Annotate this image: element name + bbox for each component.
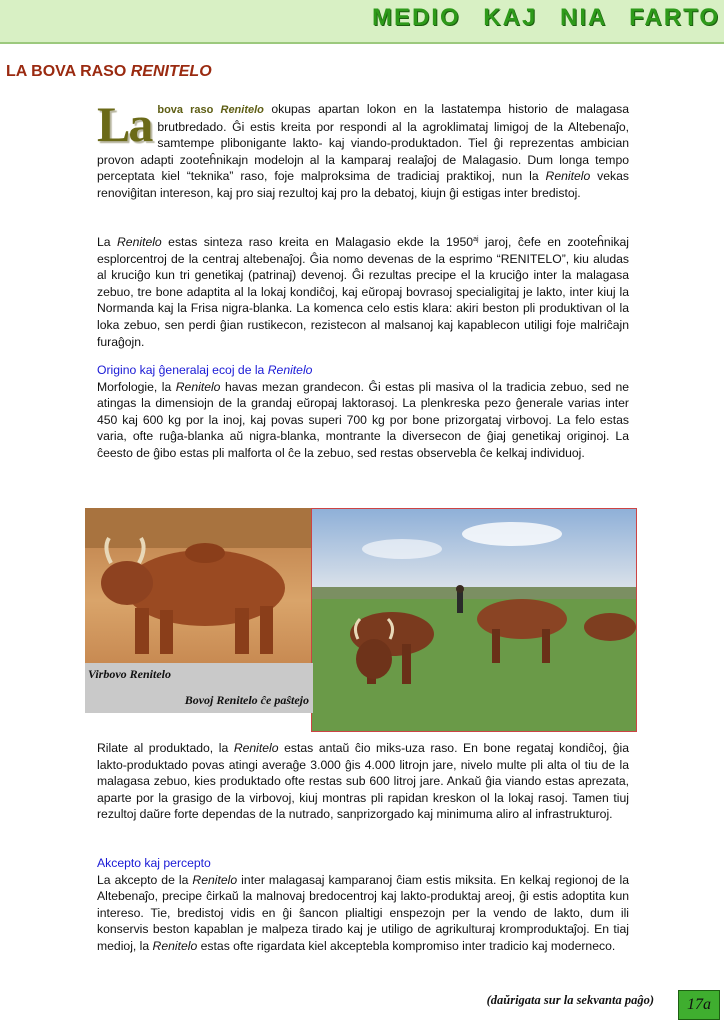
s3-b: inter malagasaj kamparanoj ĉiam estis miksita. En kelkaj regionoj de la Altebenaĵo, precipe ĉirkaŭ la malnovaj bredocentroj kaj lakto-produktaj areoj, ĝi estis adoptita kun intereso. Tie, bredistoj vidis en ĝi ŝancon plialtigi enspezojn per la vendo de lakto, dum ili konservis beston kapablan je malpeza tirado kaj je utiligo de agrikulturaj kromproduktaĵoj. En tiaj medioj, la — [97, 872, 629, 953]
s1-heading-a: Origino kaj ĝeneralaj ecoj de la — [97, 363, 268, 377]
paragraph-origin — [97, 232, 629, 350]
s1-b: havas mezan grandecon. Ĝi estas pli masiva ol la tradicia zebuo, sed ne atingas la dimensiojn de la grandaj eŭropaj laktorasoj. La plenkreska pezo ĝenerale varias inter 450 kaj 600 kg por la inoj, kaj povas superi 700 kg por bone prizorgataj virbovoj. La felo estas varia, ofte ruĝa-blanka aŭ nigra-blanka, montrante la diversecon de ĝiaj genetikaj originoj. La ĉeesto de ĝibo estas pli malforta ol ĉe la zebuo, sed restas observebla ĉe kelkaj individuoj. — [97, 379, 630, 460]
s3-italic-1: Renitelo — [192, 872, 238, 887]
subheading-origin — [97, 362, 629, 379]
continued-note: (daŭrigata sur la sekvanta paĝo) — [486, 993, 654, 1007]
p2-italic: Renitelo — [117, 235, 162, 250]
lead-in — [157, 104, 264, 116]
section-acceptance — [97, 855, 629, 955]
p2-c: jaroj, ĉefe en zooteĥnikaj esplorcentroj de la centraj altebenaĵoj. Ĝia nomo devenas de la esprimo “RENITELO”, kiu aludas al kruciĝo kun tri genetikaj (patrinaj) devenoj. Ĝi rezultas precipe el la kruciĝo inter la malagasa zebuo, tre bone adaptita al la lokaj kondiĉoj, kaj eŭropaj bovrasoj specialigitaj je lakto, inter kiuj la Normanda kaj la Frisa nigra-blanka. La komenca celo estis klara: akiri beston pli produktivan ol la loka zebuo, sen perdi ĝian rustikecon, rezistecon al malsanoj kaj kapablecon utiligi foje malriĉajn furaĝojn. — [97, 235, 629, 349]
header-band — [0, 0, 724, 44]
lead-in-a: bova raso — [157, 104, 221, 116]
s1-italic: Renitelo — [175, 379, 221, 394]
drop-cap: La — [97, 96, 152, 152]
article-title-plain: LA BOVA RASO — [6, 63, 131, 80]
photo-herd — [311, 508, 637, 732]
caption-left: Virbovo Renitelo — [88, 667, 172, 681]
paragraph-intro — [97, 96, 629, 202]
p2-sup: aj — [473, 236, 479, 243]
intro-text: okupas apartan lokon en la lastatempa historio de malagasa brutbredado. Ĝi estis kreita por respondi al la agroklimataj limigoj de la Altebenaĵo, samtempe plibonigante lakto- kaj viando-produktadon. Tiel ĝi reprezentas ambician provon adapti zooteĥnikajn modelojn al la kamparaj realaĵoj de Malagasio. Dum longa tempo perceptata kiel “teknika” raso, foje malproksima de tradiciaj praktikoj, nun la — [97, 102, 629, 184]
section-characteristics — [97, 362, 629, 462]
section-title: MEDIO KAJ NIA FARTO — [371, 4, 720, 31]
s3-c: estas ofte rigardata kiel akceptebla kompromiso inter tradicio kaj moderneco. — [197, 938, 616, 953]
intro-italic: Renitelo — [545, 169, 591, 184]
intro-text-2: vekas renoviĝitan intereson, kaj pro siaj rezultoj kaj pro la debatoj, kiujn ĝi estigas inter bredistoj. — [97, 169, 629, 200]
subheading-acceptance: Akcepto kaj percepto — [97, 856, 211, 870]
p2-a: La — [97, 235, 117, 250]
s2-italic: Renitelo — [233, 741, 279, 755]
article-title-italic: RENITELO — [130, 63, 212, 80]
s1-heading-italic: Renitelo — [267, 363, 313, 377]
photo-bull — [85, 508, 313, 663]
lead-in-b: Renitelo — [220, 104, 264, 116]
s2-b: estas antaŭ ĉio miks-uza raso. En bone regataj kondiĉoj, ĝia lakto-produktado povas atingi averaĝe 3.000 ĝis 4.000 litrojn jare, nivelo multe pli alta ol tiu de la malagasa zebuo, kies produktado ofte restas sub 600 litroj jare. Ankaŭ ĝia viando estas aprezata, aparte por la grasigo de la virbovoj, kiuj montras pli rapidan kreskon ol la lokaj rasoj. Tamen tiuj rezultoj daŭre forte dependas de la nutrado, sanprizorgado kaj minimuma aliro al infrastrukturoj. — [97, 741, 629, 822]
s3-a: La akcepto de la — [97, 872, 193, 887]
page-number: 17a — [678, 990, 720, 1020]
article-title — [6, 63, 212, 81]
s3-italic-2: Renitelo — [152, 938, 198, 953]
s2-a: Rilate al produktado, la — [97, 741, 234, 755]
paragraph-production — [97, 740, 629, 823]
caption-box — [85, 663, 313, 713]
s1-a: Morfologie, la — [97, 379, 176, 394]
caption-right: Bovoj Renitelo ĉe paŝtejo — [184, 693, 309, 707]
p2-b: estas sinteza raso kreita en Malagasio ekde la 1950 — [161, 235, 474, 250]
